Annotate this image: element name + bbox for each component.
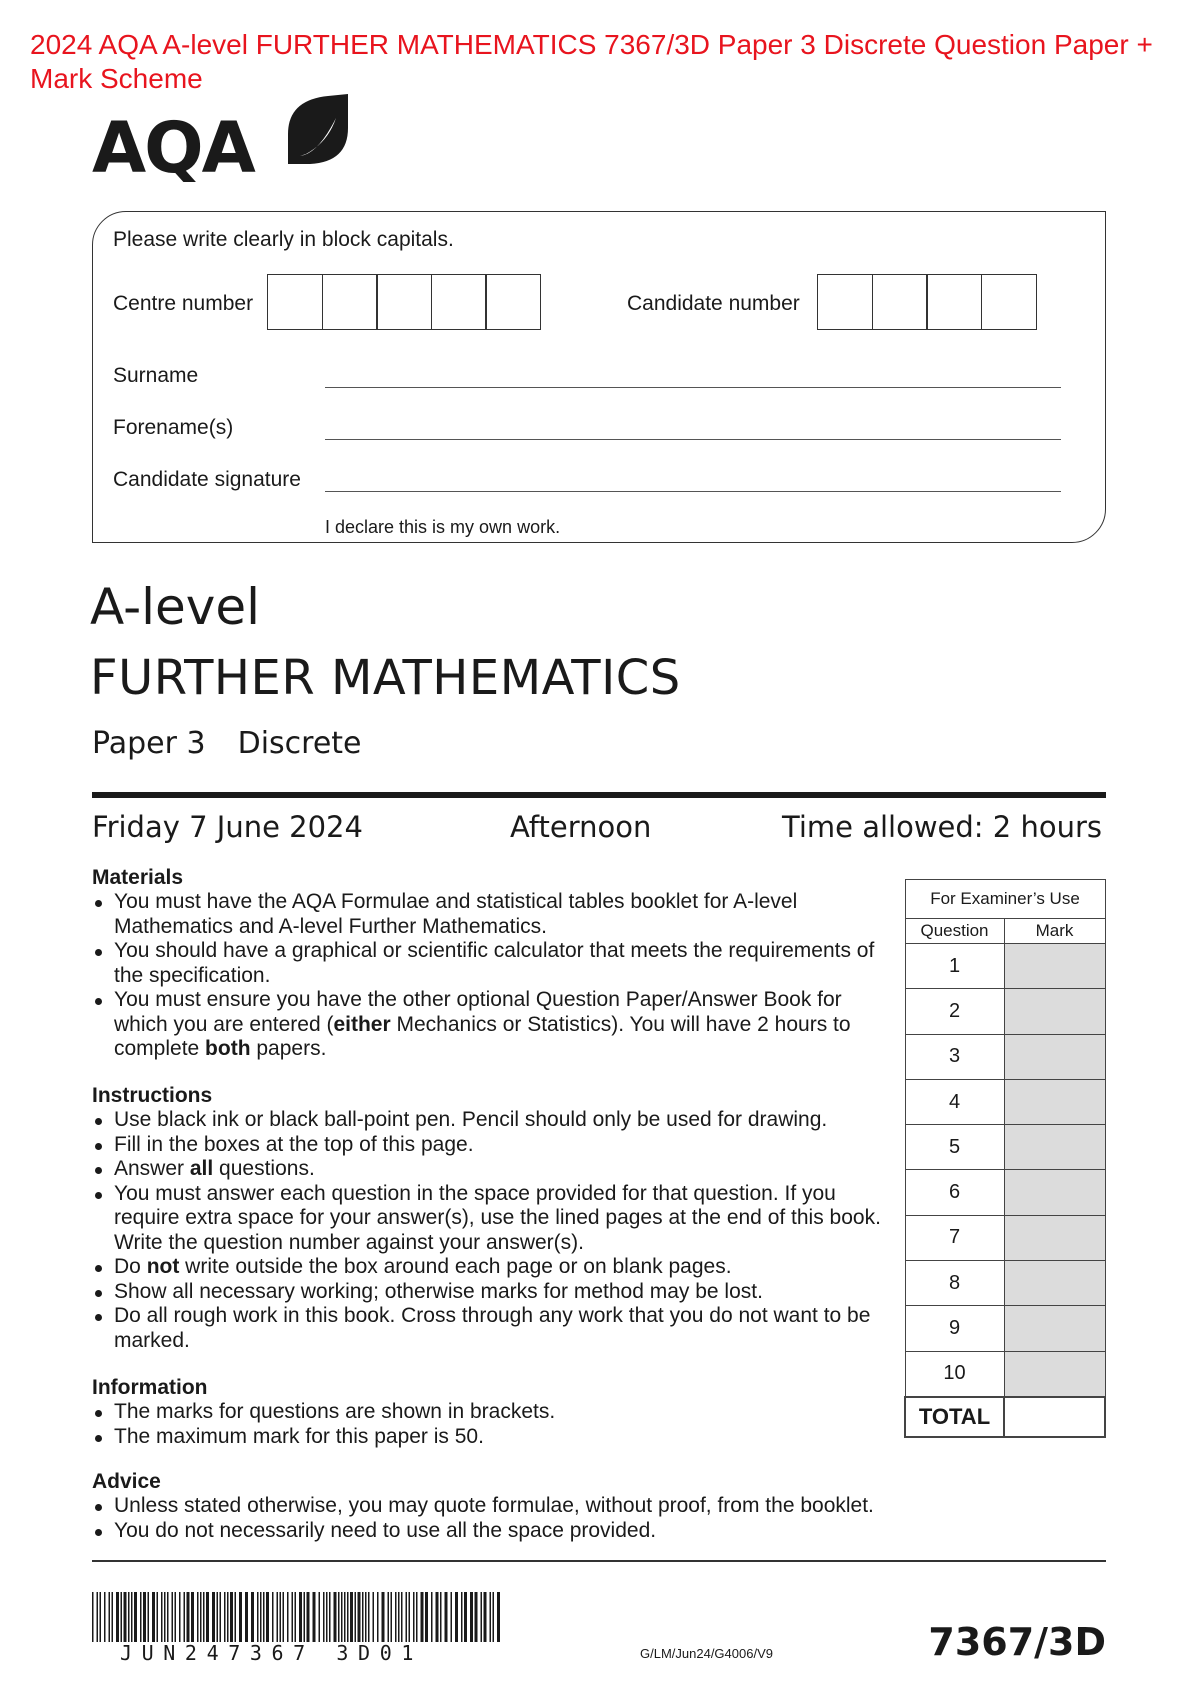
barcode-bar <box>100 1592 102 1642</box>
paper-component: Discrete <box>237 726 362 761</box>
barcode-bar <box>164 1592 166 1642</box>
materials-item: You should have a graphical or scientific calculator that meets the requirements of the specification. <box>92 939 892 988</box>
mark-column-header: Mark <box>1004 919 1105 944</box>
surname-label: Surname <box>113 364 199 387</box>
barcode-bar <box>490 1592 492 1642</box>
barcode-bar <box>157 1592 159 1642</box>
barcode-bar <box>493 1592 495 1642</box>
question-number: 7 <box>905 1215 1004 1260</box>
barcode-bar <box>406 1592 408 1642</box>
total-label: TOTAL <box>905 1397 1004 1437</box>
barcode-bar <box>365 1592 367 1642</box>
barcode-bar <box>179 1592 181 1642</box>
barcode-bar <box>224 1592 226 1642</box>
barcode-bar <box>440 1592 442 1642</box>
question-number: 2 <box>905 989 1004 1034</box>
barcode-bar <box>421 1592 424 1642</box>
mark-cell <box>1004 1125 1105 1170</box>
barcode-bar <box>143 1592 146 1642</box>
barcode-bar <box>272 1592 274 1642</box>
question-number: 6 <box>905 1170 1004 1215</box>
barcode-bar <box>451 1592 453 1642</box>
centre-digit-box[interactable] <box>322 274 378 330</box>
examiner-table-title: For Examiner’s Use <box>905 880 1105 919</box>
materials-heading: Materials <box>92 866 184 889</box>
barcode-bar <box>128 1592 130 1642</box>
barcode-bar <box>323 1592 325 1642</box>
subject-title: FURTHER MATHEMATICS <box>90 650 681 706</box>
barcode-bar <box>338 1592 340 1642</box>
candidate-digit-box[interactable] <box>926 274 982 330</box>
barcode-bar <box>109 1592 111 1642</box>
barcode-bar <box>206 1592 209 1642</box>
barcode-bar <box>104 1592 106 1642</box>
aqa-logo-graphic <box>92 92 352 182</box>
instructions-item: Answer all questions. <box>92 1157 892 1182</box>
candidate-number-boxes[interactable] <box>817 274 1037 330</box>
information-item: The marks for questions are shown in brackets. <box>92 1400 892 1425</box>
instructions-item: Show all necessary working; otherwise marks for method may be lost. <box>92 1280 892 1305</box>
barcode-bar <box>382 1592 385 1642</box>
barcode-bar <box>319 1592 321 1642</box>
barcode-bar <box>217 1592 219 1642</box>
advice-item: Unless stated otherwise, you may quote formulae, without proof, from the booklet. <box>92 1494 992 1519</box>
barcode-bar <box>283 1592 285 1642</box>
heading-divider <box>92 792 1106 798</box>
question-number: 8 <box>905 1261 1004 1306</box>
instructions-item: Do all rough work in this book. Cross through any work that you do not want to be marked. <box>92 1304 892 1353</box>
mark-cell <box>1004 1215 1105 1260</box>
barcode-bar <box>347 1592 349 1642</box>
barcode-bar <box>425 1592 428 1642</box>
paper-title <box>92 726 362 761</box>
instructions-heading: Instructions <box>92 1084 213 1107</box>
barcode-bar <box>299 1592 302 1642</box>
barcode-bar <box>304 1592 306 1642</box>
barcode-bar <box>395 1592 397 1642</box>
barcode-bar <box>187 1592 190 1642</box>
materials-section <box>92 866 892 1062</box>
centre-digit-box[interactable] <box>431 274 487 330</box>
barcode-bar <box>355 1592 357 1642</box>
barcode-bar <box>431 1592 433 1642</box>
barcode-bar <box>140 1592 142 1642</box>
mark-cell <box>1004 1261 1105 1306</box>
barcode-bar <box>470 1592 473 1642</box>
barcode-bar <box>461 1592 463 1642</box>
barcode-bar <box>131 1592 133 1642</box>
barcode-bar <box>497 1592 500 1642</box>
barcode-bar <box>358 1592 361 1642</box>
barcode-bar <box>416 1592 418 1642</box>
leaf-icon <box>288 94 348 164</box>
barcode-bar <box>377 1592 379 1642</box>
candidate-digit-box[interactable] <box>981 274 1037 330</box>
barcode-bar <box>391 1592 393 1642</box>
barcode-bar <box>413 1592 415 1642</box>
centre-number-boxes[interactable] <box>267 274 541 330</box>
mark-cell <box>1004 944 1105 989</box>
barcode-bar <box>175 1592 177 1642</box>
advice-item: You do not necessarily need to use all the space provided. <box>92 1519 992 1544</box>
barcode-bar <box>161 1592 163 1642</box>
mark-cell <box>1004 1306 1105 1351</box>
advice-section <box>92 1470 992 1543</box>
mark-cell <box>1004 989 1105 1034</box>
qualification-level: A-level <box>90 578 261 636</box>
barcode-bar <box>341 1592 343 1642</box>
barcode-bar <box>172 1592 174 1642</box>
barcode-bar <box>239 1592 242 1642</box>
own-work-declaration: I declare this is my own work. <box>325 517 561 537</box>
exam-date: Friday 7 June 2024 <box>92 810 363 844</box>
instructions-item: Use black ink or black ball‑point pen. Pencil should only be used for drawing. <box>92 1108 892 1133</box>
document-banner-title: 2024 AQA A-level FURTHER MATHEMATICS 7367/3D Paper 3 Discrete Question Paper + Mark Scheme <box>30 29 1153 94</box>
barcode-bar <box>184 1592 186 1642</box>
barcode-bar <box>362 1592 364 1642</box>
candidate-details-box <box>92 211 1106 543</box>
barcode-bar <box>227 1592 229 1642</box>
candidate-digit-box[interactable] <box>872 274 928 330</box>
barcode-bar <box>313 1592 316 1642</box>
time-allowed: Time allowed: 2 hours <box>782 810 1102 844</box>
mark-cell <box>1004 1079 1105 1124</box>
mark-cell <box>1004 1034 1105 1079</box>
barcode-bar <box>409 1592 411 1642</box>
barcode-bar <box>464 1592 467 1642</box>
barcode-bar <box>92 1592 94 1642</box>
forename-field[interactable] <box>325 439 1061 440</box>
barcode-bar <box>212 1592 215 1642</box>
barcode-bar <box>266 1592 269 1642</box>
barcode-bar <box>200 1592 202 1642</box>
barcode-bar <box>484 1592 487 1642</box>
barcode-bar <box>329 1592 331 1642</box>
barcode-bar <box>260 1592 262 1642</box>
materials-item: You must have the AQA Formulae and statistical tables booklet for A‑level Mathematics and A‑level Further Mathematics. <box>92 890 892 939</box>
block-capitals-instruction: Please write clearly in block capitals. <box>113 228 454 251</box>
exam-session: Afternoon <box>510 810 652 844</box>
barcode-icon <box>92 1592 500 1642</box>
barcode-bar <box>334 1592 337 1642</box>
question-column-header: Question <box>905 919 1004 944</box>
paper-number: Paper 3 <box>92 726 206 761</box>
centre-number-label: Centre number <box>113 292 254 315</box>
centre-digit-box[interactable] <box>485 274 541 330</box>
barcode-bar <box>97 1592 99 1642</box>
barcode-bar <box>152 1592 155 1642</box>
barcode-bar <box>263 1592 265 1642</box>
barcode-bar <box>326 1592 328 1642</box>
barcode-bar <box>220 1592 222 1642</box>
barcode-bar <box>401 1592 403 1642</box>
barcode-bar <box>251 1592 254 1642</box>
question-number: 9 <box>905 1306 1004 1351</box>
barcode-bar <box>203 1592 205 1642</box>
aqa-logo <box>92 92 352 182</box>
barcode-bar <box>257 1592 259 1642</box>
instructions-item: You must answer each question in the space provided for that question. If you require extra space for your answer(s), use the lined pages at the end of this book. Write the question number against your answer(s). <box>92 1182 892 1256</box>
barcode-bar <box>197 1592 199 1642</box>
barcode-bar <box>388 1592 390 1642</box>
barcode-bar <box>445 1592 448 1642</box>
total-mark-cell <box>1004 1397 1105 1437</box>
forename-label: Forename(s) <box>113 416 234 439</box>
barcode-bar <box>116 1592 119 1642</box>
information-heading: Information <box>92 1376 208 1399</box>
barcode-bar <box>475 1592 478 1642</box>
barcode-bar <box>191 1592 194 1642</box>
barcode-bar <box>455 1592 458 1642</box>
barcode-bar <box>230 1592 233 1642</box>
barcode-bar <box>295 1592 297 1642</box>
barcode-bar <box>134 1592 137 1642</box>
barcode-bar <box>436 1592 439 1642</box>
question-number: 3 <box>905 1034 1004 1079</box>
barcode-bar <box>148 1592 150 1642</box>
centre-digit-box[interactable] <box>267 274 323 330</box>
surname-field[interactable] <box>325 387 1061 388</box>
signature-label: Candidate signature <box>113 468 301 491</box>
instructions-section <box>92 1084 892 1353</box>
barcode-bar <box>124 1592 127 1642</box>
document-reference: G/LM/Jun24/G4006/V9 <box>640 1646 773 1661</box>
question-number: 10 <box>905 1351 1004 1397</box>
mark-cell <box>1004 1351 1105 1397</box>
centre-digit-box[interactable] <box>376 274 432 330</box>
materials-item: You must ensure you have the other optional Question Paper/Answer Book for which you are entered (either Mechanics or Statistics). You will have 2 hours to complete both papers. <box>92 988 892 1062</box>
question-number: 1 <box>905 944 1004 989</box>
barcode-bar <box>235 1592 237 1642</box>
barcode-bar <box>350 1592 353 1642</box>
barcode-bar <box>307 1592 310 1642</box>
paper-code: 7367/3D <box>928 1620 1106 1664</box>
mark-cell <box>1004 1170 1105 1215</box>
barcode-bar <box>344 1592 346 1642</box>
barcode-bar <box>277 1592 279 1642</box>
information-item: The maximum mark for this paper is 50. <box>92 1425 892 1450</box>
barcode-bar <box>167 1592 169 1642</box>
signature-field[interactable] <box>325 491 1061 492</box>
aqa-logo-text: AQA <box>92 107 254 182</box>
barcode-bar <box>481 1592 483 1642</box>
barcode-bar <box>287 1592 289 1642</box>
barcode-bar <box>245 1592 248 1642</box>
examiner-use-table <box>904 879 1106 1438</box>
barcode-bar <box>112 1592 114 1642</box>
advice-heading: Advice <box>92 1470 161 1493</box>
barcode-text: JUN247367 3D01 <box>120 1641 423 1665</box>
barcode-bar <box>292 1592 294 1642</box>
candidate-digit-box[interactable] <box>817 274 873 330</box>
instructions-item: Fill in the boxes at the top of this page. <box>92 1133 892 1158</box>
question-number: 4 <box>905 1079 1004 1124</box>
barcode-bar <box>368 1592 370 1642</box>
footer-divider <box>92 1560 1106 1562</box>
barcode-bar <box>398 1592 400 1642</box>
information-section <box>92 1376 892 1449</box>
barcode-bar <box>121 1592 123 1642</box>
candidate-number-label: Candidate number <box>627 292 800 315</box>
question-number: 5 <box>905 1125 1004 1170</box>
instructions-item: Do not write outside the box around each page or on blank pages. <box>92 1255 892 1280</box>
barcode-bar <box>373 1592 375 1642</box>
barcode-bar <box>280 1592 282 1642</box>
